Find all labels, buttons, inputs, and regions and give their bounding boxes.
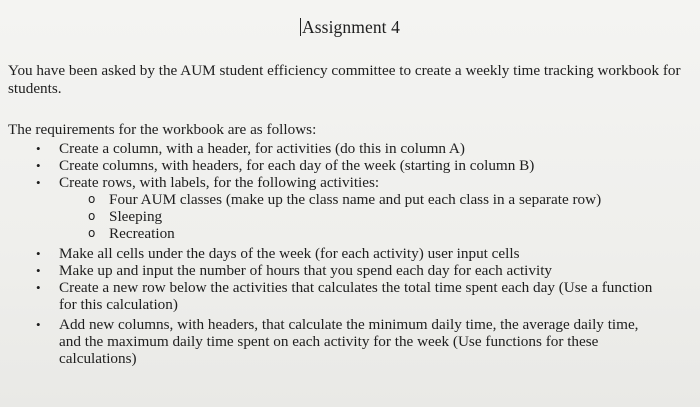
list-item [0,279,659,313]
list-item-text: Create columns, with headers, for each day of the week (starting in column B) [59,157,535,174]
text-cursor [300,18,301,36]
bullet-icon: • [36,263,41,278]
list-item-text: Create a new row below the activities that calculates the total time spent each day (Use a function for this calculation) [59,279,653,313]
sub-list-item-text: Sleeping [109,208,163,225]
list-item [0,262,659,279]
requirements-heading: The requirements for the workbook are as follows: [8,121,317,138]
document-title-text: Assignment 4 [302,17,400,37]
list-item [0,245,659,262]
bullet-icon: • [36,246,41,261]
list-item-text: Make all cells under the days of the week (for each activity) user input cells [59,245,520,262]
list-item-text: Add new columns, with headers, that calculate the minimum daily time, the average daily time, and the maximum daily time spent on each activity for the week (Use functions for these calculations) [59,316,639,367]
bullet-icon: • [36,158,41,173]
bullet-icon: • [36,280,41,295]
sub-list-item [0,225,700,242]
sub-bullet-icon: o [88,226,96,240]
list-item [0,316,659,367]
sub-list-item-text: Four AUM classes (make up the class name and put each class in a separate row) [109,191,602,208]
list-item-text: Make up and input the number of hours that you spend each day for each activity [59,262,553,279]
document-title [0,17,700,38]
intro-paragraph: You have been asked by the AUM student efficiency committee to create a weekly time tracking workbook for students. [8,62,681,97]
sub-bullet-icon: o [88,192,96,206]
list-item [0,157,659,174]
bullet-icon: • [36,141,41,156]
sub-list-item [0,191,700,208]
requirements-list [0,140,700,367]
bullet-icon: • [36,317,41,332]
sub-bullet-icon: o [88,209,96,223]
list-item-text: Create rows, with labels, for the following activities: [59,174,380,191]
bullet-icon: • [36,175,41,190]
sub-list-item-text: Recreation [109,225,175,242]
list-item [0,140,659,157]
sub-list-item [0,208,700,225]
list-item [0,174,659,191]
list-item-text: Create a column, with a header, for activities (do this in column A) [59,140,465,157]
